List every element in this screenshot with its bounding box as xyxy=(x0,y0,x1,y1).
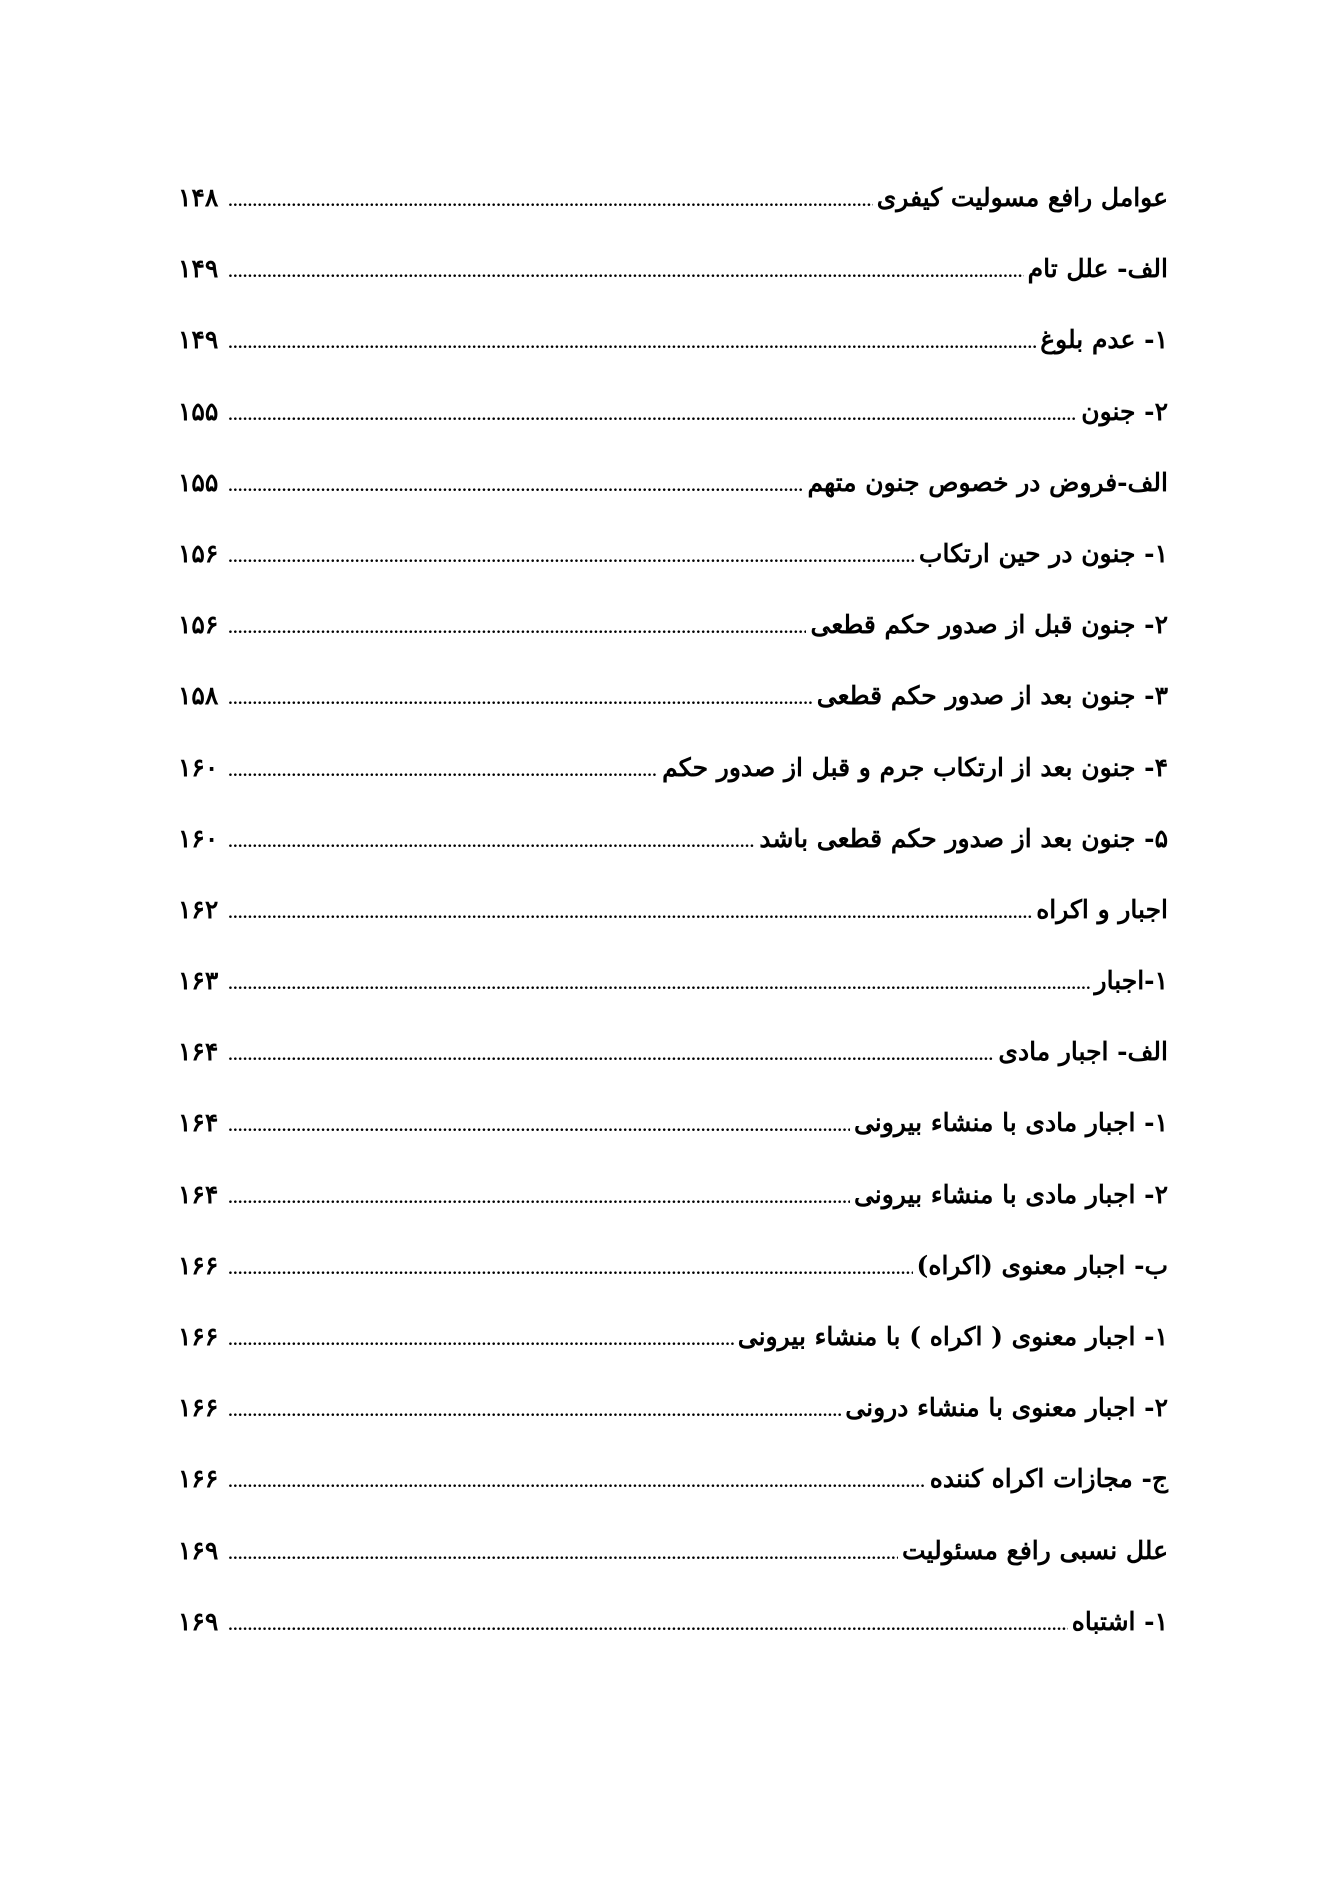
toc-entry-title: ۲- اجبار معنوی با منشاء درونی xyxy=(845,1393,1168,1423)
toc-entry[interactable] xyxy=(178,961,1168,1032)
dot-leader xyxy=(228,1179,850,1219)
toc-entry-title: ۲- جنون قبل از صدور حکم قطعی xyxy=(810,610,1168,640)
toc-entry[interactable] xyxy=(178,1246,1168,1317)
toc-entry-title: الف- علل تام xyxy=(1027,254,1168,284)
toc-entry-title: عوامل رافع مسولیت کیفری xyxy=(876,183,1168,212)
toc-entry[interactable] xyxy=(178,463,1168,534)
toc-entry-title: ۱- جنون در حین ارتکاب xyxy=(918,538,1168,568)
toc-entry-title: اجبار و اکراه xyxy=(1036,894,1168,924)
toc-entry-page-number: ۱۵۶ xyxy=(178,610,219,640)
dot-leader xyxy=(228,1107,850,1147)
toc-entry[interactable] xyxy=(178,1388,1168,1459)
toc-entry[interactable] xyxy=(178,1317,1168,1388)
toc-entry-page-number: ۱۶۳ xyxy=(178,966,219,996)
toc-entry[interactable] xyxy=(178,1103,1168,1174)
toc-entry-title: ب- اجبار معنوی (اکراه) xyxy=(916,1250,1168,1280)
dot-leader xyxy=(228,182,873,222)
toc-entry[interactable] xyxy=(178,748,1168,819)
toc-entry-title: ۳- جنون بعد از صدور حکم قطعی xyxy=(816,681,1168,711)
toc-entry-page-number: ۱۵۸ xyxy=(178,681,219,711)
dot-leader xyxy=(228,680,813,720)
toc-entry[interactable] xyxy=(178,676,1168,747)
toc-entry-title: ۱- اجبار مادی با منشاء بیرونی xyxy=(853,1108,1168,1138)
toc-entry[interactable] xyxy=(178,605,1168,676)
toc-entry-title: ج- مجازات اکراه کننده xyxy=(929,1464,1168,1494)
toc-entry[interactable] xyxy=(178,819,1168,890)
toc-entry-title: ۲- اجبار مادی با منشاء بیرونی xyxy=(853,1179,1168,1209)
toc-entry-page-number: ۱۶۶ xyxy=(178,1322,219,1351)
toc-entry-title: ۵- جنون بعد از صدور حکم قطعی باشد xyxy=(759,823,1168,853)
toc-entry[interactable] xyxy=(178,1175,1168,1246)
toc-entry[interactable] xyxy=(178,1459,1168,1530)
dot-leader xyxy=(228,1321,734,1361)
dot-leader xyxy=(228,752,658,792)
toc-entry-title: علل نسبی رافع مسئولیت xyxy=(901,1535,1168,1565)
dot-leader xyxy=(228,894,1032,934)
toc-entry-title: ۱- عدم بلوغ xyxy=(1040,325,1168,355)
dot-leader xyxy=(228,823,755,863)
toc-entry[interactable] xyxy=(178,890,1168,961)
toc-entry[interactable] xyxy=(178,392,1168,463)
dot-leader xyxy=(228,1535,898,1575)
toc-entry-page-number: ۱۴۸ xyxy=(178,183,219,212)
table-of-contents xyxy=(178,178,1168,1673)
dot-leader xyxy=(228,1392,841,1432)
dot-leader xyxy=(228,253,1024,293)
toc-entry-page-number: ۱۵۵ xyxy=(178,396,219,426)
dot-leader xyxy=(228,538,915,578)
toc-entry-page-number: ۱۶۲ xyxy=(178,894,219,924)
dot-leader xyxy=(228,467,803,507)
toc-entry-page-number: ۱۶۶ xyxy=(178,1250,219,1280)
toc-entry-page-number: ۱۵۵ xyxy=(178,467,219,497)
toc-entry-page-number: ۱۴۹ xyxy=(178,254,219,284)
dot-leader xyxy=(228,396,1077,436)
toc-entry-page-number: ۱۶۶ xyxy=(178,1464,219,1494)
toc-entry[interactable] xyxy=(178,1602,1168,1673)
dot-leader xyxy=(228,965,1091,1005)
toc-entry[interactable] xyxy=(178,178,1168,249)
toc-entry-page-number: ۱۶۰ xyxy=(178,823,219,853)
dot-leader xyxy=(228,1606,1068,1646)
toc-entry-page-number: ۱۶۴ xyxy=(178,1037,219,1067)
toc-entry-page-number: ۱۴۹ xyxy=(178,325,219,355)
toc-entry-title: ۴- جنون بعد از ارتکاب جرم و قبل از صدور حکم xyxy=(662,752,1168,782)
toc-entry-title: الف- اجبار مادی xyxy=(998,1037,1168,1067)
dot-leader xyxy=(228,324,1036,364)
toc-entry-page-number: ۱۵۶ xyxy=(178,538,219,568)
toc-entry[interactable] xyxy=(178,1032,1168,1103)
dot-leader xyxy=(228,1250,913,1290)
toc-entry-page-number: ۱۶۹ xyxy=(178,1535,219,1565)
dot-leader xyxy=(228,609,806,649)
toc-entry-page-number: ۱۶۹ xyxy=(178,1606,219,1636)
toc-entry-title: ۲- جنون xyxy=(1081,396,1168,426)
toc-entry[interactable] xyxy=(178,534,1168,605)
toc-entry-page-number: ۱۶۴ xyxy=(178,1179,219,1209)
toc-entry-page-number: ۱۶۶ xyxy=(178,1393,219,1423)
toc-entry-page-number: ۱۶۰ xyxy=(178,752,219,782)
toc-entry[interactable] xyxy=(178,1531,1168,1602)
toc-entry-title: ۱- اشتباه xyxy=(1071,1606,1168,1636)
toc-entry-title: ۱- اجبار معنوی ( اکراه ) با منشاء بیرونی xyxy=(737,1322,1168,1351)
toc-entry-title: ۱-اجبار xyxy=(1094,966,1168,996)
toc-entry-title: الف-فروض در خصوص جنون متهم xyxy=(807,467,1168,497)
toc-entry[interactable] xyxy=(178,320,1168,391)
toc-entry-page-number: ۱۶۴ xyxy=(178,1108,219,1138)
dot-leader xyxy=(228,1463,926,1503)
toc-entry[interactable] xyxy=(178,249,1168,320)
dot-leader xyxy=(228,1036,994,1076)
